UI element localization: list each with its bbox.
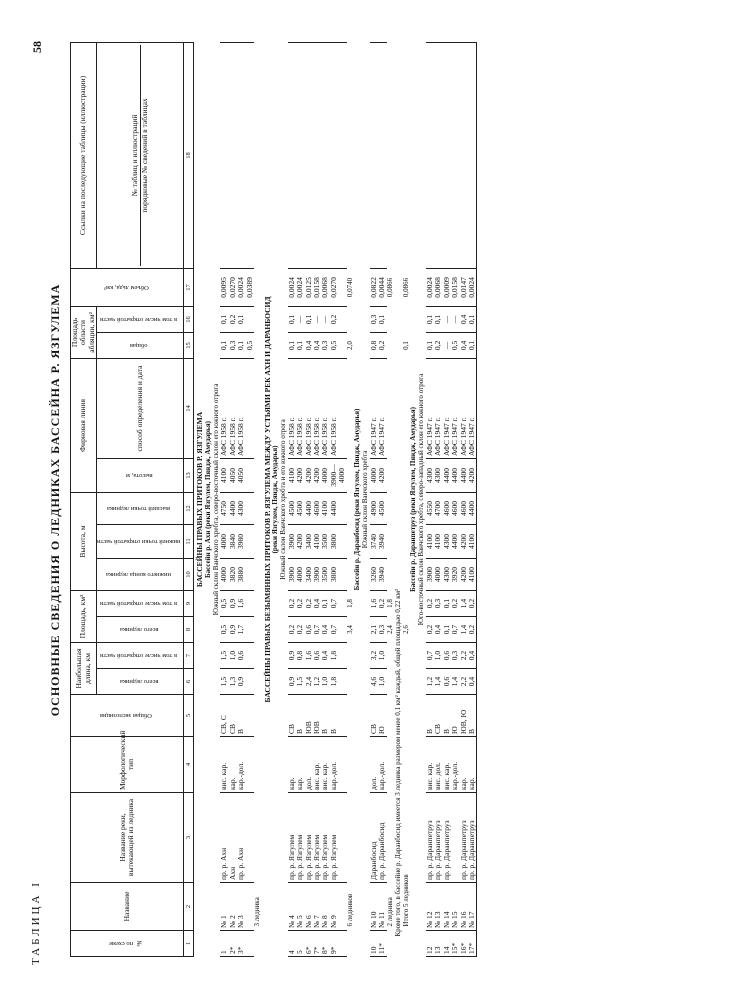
glacier-table [70, 42, 477, 957]
summary-spacer [386, 358, 394, 590]
table-row [220, 42, 254, 956]
summary-volume: 0,0866 [385, 277, 394, 298]
table-cell: 4000 3820 3880 [220, 558, 254, 590]
table-cell: 4100 4200 4200 4200 4000 3900— 4000 [287, 458, 346, 492]
header-area: Площадь, км² [70, 590, 96, 642]
table-cell: СВ, С СВ В [220, 695, 254, 737]
summary-spacer [386, 42, 394, 268]
table-cell: СВ В ЮВ ЮВ В В [287, 695, 346, 737]
table-cell: 0,0024 [467, 268, 476, 306]
table-cell: 4200 [467, 458, 476, 492]
table-cell: 0,4 [459, 306, 467, 332]
summary-row [386, 42, 394, 956]
column-number: 9 [183, 590, 193, 616]
table-cell: 4600 4600 [442, 492, 459, 524]
table-cell: 0,2 [425, 590, 433, 616]
column-number: 5 [183, 695, 193, 737]
note-heading [394, 42, 402, 956]
slope-heading [280, 42, 288, 956]
header-lower-end: нижнего конца ледника [96, 558, 183, 590]
header-morph-type: Морфологический тип [70, 737, 183, 793]
column-number-row [183, 42, 193, 956]
summary-area: 2,4 [385, 625, 394, 634]
table-cell [459, 42, 467, 268]
table-cell: кар. [459, 737, 467, 793]
table-cell: 13 [434, 931, 442, 957]
table-cell: 0,1 — 0,1 — — 0,2 [287, 306, 346, 332]
summary-spacer [253, 42, 261, 268]
table-cell: 4000 [434, 558, 442, 590]
table-cell: 0,9 0,8 1,6 0,6 0,4 1,8 [287, 643, 346, 669]
table-cell: 4100 4050 4050 [220, 458, 254, 492]
table-cell: 3900 4200 3400 4100 3500 3800 [287, 524, 346, 558]
table-cell: дол. кар.-дол. [370, 737, 387, 793]
table-cell: 1,5 1,0 0,6 [220, 643, 254, 669]
table-cell: вис. кар. кар. кар.-дол. [220, 737, 254, 793]
header-total-area: всего ледника [96, 617, 183, 643]
table-row [434, 42, 442, 956]
table-cell: 0,1 0,2 0,1 [220, 306, 254, 332]
table-cell: № 13 [434, 883, 442, 931]
summary-spacer [402, 42, 410, 268]
table-cell: 0,2 0,2 0,6 0,7 0,4 0,7 [287, 617, 346, 643]
slope-text: Южный склон Ванчского хребта [360, 450, 369, 549]
table-cell [220, 42, 254, 268]
table-cell: 0,0822 0,0044 [370, 268, 387, 306]
summary-open-area: 1,8 [345, 599, 354, 608]
summary-volume [253, 268, 261, 306]
table-cell: 0,0009 0,0158 [442, 268, 459, 306]
table-cell: 4200 [459, 558, 467, 590]
table-cell: 16* [459, 931, 467, 957]
table-row [442, 42, 459, 956]
table-cell: 4750 4400 4300 [220, 492, 254, 524]
table-cell: пр. р. Даранпетруз [459, 793, 467, 883]
summary-row [253, 42, 261, 956]
table-cell: 14 15* [442, 931, 459, 957]
table-cell: АФС 1947 г. [425, 358, 433, 458]
table-cell: 0,8 0,2 [370, 332, 387, 358]
header-open-area: в том числе открытой части [96, 590, 183, 616]
table-cell: 3260 3940 [370, 558, 387, 590]
rotated-page [28, 35, 718, 965]
header-num-on-scheme: № по схеме [70, 931, 183, 957]
column-number: 11 [183, 524, 193, 558]
summary-spacer [346, 306, 354, 332]
table-cell: 2,1 0,3 [370, 617, 387, 643]
table-cell: № 17 [467, 883, 476, 931]
table-cell: 0,1 0,1 0,4 0,4 0,3 0,5 [287, 332, 346, 358]
slope-text: Юго-восточный склон Ванчского хребта, северо-западный склон его южного отрога [416, 373, 425, 626]
column-number: 8 [183, 617, 193, 643]
slope-text: Южный склон Ванчского хребта, северо-восточный склон его южного отрога [211, 383, 220, 616]
table-cell: 0,5 0,9 1,7 [220, 617, 254, 643]
table-cell: АФС 1947 г. [434, 358, 442, 458]
table-cell: — — [442, 306, 459, 332]
column-number: 4 [183, 737, 193, 793]
table-cell [425, 42, 433, 268]
table-cell: 4400 [459, 458, 467, 492]
page-number: 58 [29, 41, 44, 53]
table-cell: 0,4 [467, 643, 476, 669]
column-number: 14 [183, 358, 193, 458]
table-cell: 0,1 0,2 [442, 590, 459, 616]
table-cell: 0,4 [467, 669, 476, 695]
table-cell: 0,1 [425, 306, 433, 332]
table-cell: 0,0024 0,0024 0,0125 0,0158 0,0068 0,0270 [287, 268, 346, 306]
table-cell: 0,2 0,2 0,2 0,4 0,1 0,7 [287, 590, 346, 616]
table-cell: пр. р. Даранпетруз [442, 793, 459, 883]
table-cell: № 10 № 11 [370, 883, 387, 931]
table-cell: 1,6 0,2 [370, 590, 387, 616]
table-cell: 0,1 [467, 306, 476, 332]
header-river-name: Название реки, вытекающей из ледника [70, 793, 183, 883]
table-cell: пр. р. Даранпетруз [467, 793, 476, 883]
basin-text: Бассейн р. Даранпетруз (реки Язгулем, Пяндж, Амударья) [408, 407, 417, 592]
section-text: БАССЕЙНЫ ПРАВЫХ БЕЗЫМЯННЫХ ПРИТОКОВ Р. ЯЗГУЛЕМА МЕЖДУ УСТЬЯМИ РЕК АХН И ДАРАНБОСИД [262, 296, 272, 703]
table-cell: 4700 [434, 492, 442, 524]
table-cell: АФС 1958 г. АФС 1958 г. АФС 1958 г. АФС 1958 г. АФС 1958 г. АФС 1958 г. [287, 358, 346, 458]
header-open-length: в том числе открытой части [96, 643, 183, 669]
table-cell: 0,0068 [434, 268, 442, 306]
table-cell: 4400 [467, 492, 476, 524]
summary-label: 6 ледников [345, 893, 354, 927]
slope-text: Южный склон Ванчского хребта и его южного отрога [278, 419, 287, 580]
table-cell: ЮВ, Ю [459, 695, 467, 737]
table-cell: № 4 № 5 № 6 № 7 № 8 № 9 [287, 883, 346, 931]
table-cell: 4200 [459, 524, 467, 558]
table-cell: 2,2 [459, 643, 467, 669]
table-row [287, 42, 346, 956]
column-number: 7 [183, 643, 193, 669]
header-exposition: Общая экспозиция [70, 695, 183, 737]
table-cell: 0,2 [467, 590, 476, 616]
header-firn-method: способ определения и дата [96, 358, 183, 458]
table-cell: 0,3 [434, 590, 442, 616]
table-cell: 4400 4400 [442, 458, 459, 492]
table-cell: 0,0095 0,0270 0,0024 0,0389 [220, 268, 254, 306]
table-cell: 4550 [425, 492, 433, 524]
table-cell: 1,2 [425, 669, 433, 695]
table-cell: В [467, 695, 476, 737]
table-cell: 0,3 0,1 [370, 306, 387, 332]
basin-text: Бассейн р. Даранбосид (реки Язгулем, Пяндж, Амударья) [352, 408, 361, 591]
summary-label: 3 ледника [252, 897, 261, 927]
summary-spacer [253, 358, 261, 590]
table-cell: 4,6 1,0 [370, 669, 387, 695]
column-number: 15 [183, 332, 193, 358]
column-number: 6 [183, 669, 193, 695]
table-cell: 0,6 1,4 [442, 669, 459, 695]
summary-spacer [253, 306, 261, 332]
table-cell: 0,7 [425, 643, 433, 669]
table-cell: пр. р. Даранпетруз [425, 793, 433, 883]
header-volume: Объем льда, км³ [70, 268, 183, 306]
table-cell: 0,1 [425, 332, 433, 358]
header-abl-total: общая [96, 332, 183, 358]
table-cell: 17* [467, 931, 476, 957]
summary-spacer [346, 42, 354, 268]
table-cell: 1,4 [434, 669, 442, 695]
table-cell: № 12 [425, 883, 433, 931]
column-number: 17 [183, 268, 193, 306]
column-number: 10 [183, 558, 193, 590]
summary-ablation: 2,0 [345, 341, 354, 350]
summary-area: 2,6 [401, 625, 409, 634]
table-cell: — 0,5 [442, 332, 459, 358]
table-cell: 10 11* [370, 931, 387, 957]
table-cell: АФС 1947 г. [467, 358, 476, 458]
table-cell: 0,4 [434, 617, 442, 643]
table-cell: 0,1 0,7 [442, 617, 459, 643]
column-number: 12 [183, 492, 193, 524]
table-cell: 4300 3920 [442, 558, 459, 590]
table-cell: 3740 3940 [370, 524, 387, 558]
table-cell: № 14 № 15 [442, 883, 459, 931]
table-cell [442, 42, 459, 268]
column-number: 18 [183, 42, 193, 268]
section-text: БАССЕЙНЫ ПРАВЫХ ПРИТОКОВ Р. ЯЗГУЛЕМА [194, 411, 204, 588]
table-cell: 2,2 [459, 669, 467, 695]
basin-text: (реки Язгулем, Пяндж, Амударья) [270, 445, 279, 554]
table-cell: В Ю [442, 695, 459, 737]
header-lower-open: нижней точки открытой части [96, 524, 183, 558]
summary-spacer [402, 306, 410, 332]
header-max-length: Наибольшая длина, км [70, 643, 96, 695]
table-cell: 0,4 [459, 332, 467, 358]
table-cell: 4000 3840 3980 [220, 524, 254, 558]
table-cell: 1,4 [459, 617, 467, 643]
table-cell: 0,1 [434, 306, 442, 332]
summary-ablation [386, 332, 394, 358]
table-cell: 1 2* 3* [220, 931, 254, 957]
table-body [193, 42, 476, 956]
summary-label: Итого 5 ледников [401, 874, 409, 927]
table-cell: 4100 [467, 524, 476, 558]
table-cell: В [425, 695, 433, 737]
header-ref-tables: № таблиц и иллюстраций [129, 114, 139, 197]
basin-heading [204, 42, 212, 956]
table-cell: № 1 № 2 № 3 [220, 883, 254, 931]
header-highest-point: высшей точки ледника [96, 492, 183, 524]
table-cell: кар. [467, 737, 476, 793]
table-cell: АФС 1958 г. АФС 1958 г. АФС 1958 г. [220, 358, 254, 458]
summary-area [253, 617, 261, 643]
table-cell: 1,0 [434, 643, 442, 669]
table-cell: 1,4 [459, 590, 467, 616]
table-cell: 0,1 0,3 0,1 0,5 [220, 332, 254, 358]
table-cell: 0,6 0,3 [442, 643, 459, 669]
table-cell: 3,2 1,0 [370, 643, 387, 669]
summary-volume: 0,0866 [401, 277, 409, 298]
table-cell: СВ Ю [370, 695, 387, 737]
table-cell: 4100 [434, 524, 442, 558]
header-height: Высота, м [70, 492, 96, 590]
table-cell: Даранбосид пр. р. Даранбосид [370, 793, 387, 883]
table-cell: 4900 4500 [370, 492, 387, 524]
header-total-length: всего ледника [96, 669, 183, 695]
header-ablation-area: Площадь области абляции, км² [70, 306, 96, 358]
table-cell: № 16 [459, 883, 467, 931]
table-cell: 0,0024 [425, 268, 433, 306]
table-cell: СВ [434, 695, 442, 737]
column-number: 13 [183, 458, 193, 492]
section-heading [193, 42, 204, 956]
table-cell: 0,5 0,9 1,6 [220, 590, 254, 616]
section-heading [261, 42, 271, 956]
summary-open-area: 1,8 [385, 599, 394, 608]
table-cell: 4100 [425, 524, 433, 558]
table-cell: 4000 4200 [370, 458, 387, 492]
table-cell: кар. кар. дол. вис. кар. вис. кар. кар.-дол. [287, 737, 346, 793]
header-references: Ссылки на последующие таблицы (иллюстрации) [70, 42, 96, 268]
table-cell: вис. дол. [434, 737, 442, 793]
table-cell: АФС 1947 г. АФС 1947 г. [370, 358, 387, 458]
column-number: 1 [183, 931, 193, 957]
header-firn-line: Фирновая линия [70, 358, 96, 492]
table-cell: 0,2 [425, 617, 433, 643]
table-cell: 0,2 [467, 617, 476, 643]
table-cell: 0,1 [467, 332, 476, 358]
summary-open-area [253, 590, 261, 616]
table-cell: 12 [425, 931, 433, 957]
note-text: Кроме того, в бассейне р. Даранбосид имеется 3 ледника размером менее 0,1 км² каждый, общей площадью 0,22 км² [393, 588, 402, 937]
table-cell [287, 42, 346, 268]
table-cell [467, 42, 476, 268]
slope-heading [362, 42, 370, 956]
table-cell: вис. кар. [425, 737, 433, 793]
table-header [70, 42, 193, 956]
summary-volume: 0,0740 [345, 277, 354, 298]
summary-ablation: 0,1 [401, 341, 409, 350]
table-cell: 3900 [425, 558, 433, 590]
column-number: 16 [183, 306, 193, 332]
summary-label: 2 ледника [385, 897, 394, 927]
table-cell: 0,0147 [459, 268, 467, 306]
table-cell: 0,2 [434, 332, 442, 358]
header-abl-open: в том числе открытой части [96, 306, 183, 332]
table-row [370, 42, 387, 956]
table-cell: 4600 [459, 492, 467, 524]
table-cell: пр. р. Язгулем пр. р. Язгулем пр. р. Язгулем пр. р. Язгулем пр. р. Язгулем пр. р. Язгулем [287, 793, 346, 883]
table-row [467, 42, 476, 956]
table-cell: 4500 4500 4400 4600 4100 4400 [287, 492, 346, 524]
table-cell [370, 42, 387, 268]
table-cell: 4300 4400 [442, 524, 459, 558]
table-cell: пр. р. Даранпетруз [434, 793, 442, 883]
basin-text: Бассейн р. Ахн (реки Язгулем, Пяндж, Амударья) [203, 421, 212, 578]
document-title: ОСНОВНЫЕ СВЕДЕНИЯ О ЛЕДНИКАХ БАССЕЙНА Р. ЯЗГУЛЕМА [47, 283, 62, 717]
header-firn-height: высота, м [96, 458, 183, 492]
column-number: 2 [183, 883, 193, 931]
table-cell: АФС 1947 г. АФС 1947 г. [442, 358, 459, 458]
table-cell: 1,5 1,3 0,9 [220, 669, 254, 695]
header-ref-ordinal: порядковые № сведений в таблицах [139, 45, 148, 266]
table-label: ТАБЛИЦА I [29, 880, 42, 965]
table-cell: 4 5 6* 7* 8* 9* [287, 931, 346, 957]
table-cell: пр. р. Ахн Ахн пр. р. Ахн [220, 793, 254, 883]
header-name: Название [70, 883, 183, 931]
table-cell: 4100 [467, 558, 476, 590]
table-cell: 3900 4000 3400 3900 3500 3800 [287, 558, 346, 590]
table-cell: АФС 1947 г. [459, 358, 467, 458]
table-cell: вис. кар. кар.-дол. [442, 737, 459, 793]
summary-area: 3,4 [345, 625, 354, 634]
header-ref-subcols [96, 42, 183, 268]
summary-spacer [386, 306, 394, 332]
table-cell [434, 42, 442, 268]
table-cell: 4300 [434, 458, 442, 492]
column-number: 3 [183, 793, 193, 883]
summary-ablation [253, 332, 261, 358]
table-cell: 4300 [425, 458, 433, 492]
summary-open-area [402, 590, 410, 616]
slope-heading [212, 42, 220, 956]
table-cell: 0,9 1,5 2,4 1,2 1,0 1,8 [287, 669, 346, 695]
